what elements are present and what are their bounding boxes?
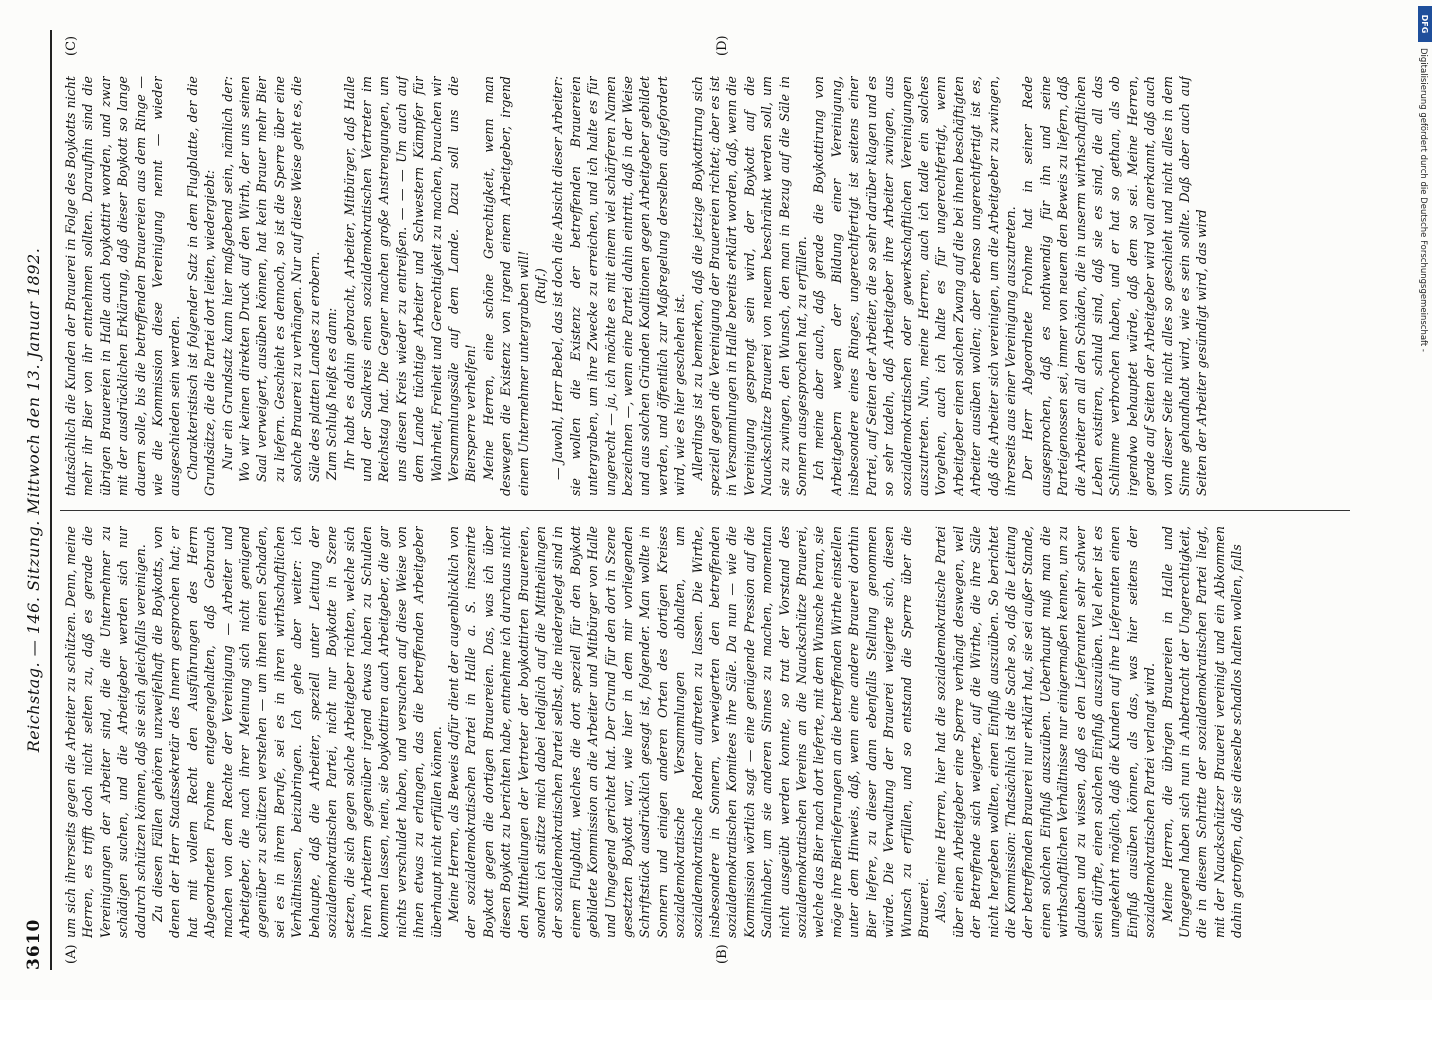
- paragraph: um sich ihrerseits gegen die Arbeiter zu schützen. Denn, meine Herren, es trifft doch nicht selten zu, daß es gerade die Vereinigungen der Arbeiter sind, die die Unternehmer zu schädigen suchen, und die Arbeitgeber werden sich nur dadurch schützen können, daß sie sich gleichfalls vereinigen.: [63, 526, 148, 938]
- paragraph: Der Herr Abgeordnete Frohme hat in seiner Rede ausgesprochen, daß es nothwendig für ihn und seine Parteigenossen sei, immer von neuem den Beweis zu liefern, daß die Arbeiter an all den Schäden, die in unserm wirthschaftlichen Leben existiren, schuld sind, daß sie es sind, die all das Schlimme verbrochen haben, und er hat so gethan, als ob irgendwo behauptet würde, daß dem so sei. Meine Herren, gerade auf Seiten der Arbeitgeber wird voll anerkannt, daß auch von dieser Seite nicht alles so geschieht und nicht alles in dem Sinne gehandhabt wird, wie es sein sollte. Daß aber auch auf Seiten der Arbeiter gesündigt wird, das wird: [1020, 76, 1210, 496]
- paragraph: thatsächlich die Kunden der Brauerei in Folge des Boykotts nicht mehr ihr Bier von ihr entnehmen sollten. Daraufhin sind die übrigen Brauereien in Halle auch boykottirt worden, und zwar mit der ausdrücklichen Erklärung, daß dieser Boykott so lange dauern solle, bis die betreffenden Brauereien aus dem Ringe — wie die Kommission diese Vereinigung nennt — wieder ausgeschieden sein werden.: [63, 76, 183, 496]
- interjection: (Ruf.): [532, 268, 548, 304]
- left-text-column: [62, 526, 1352, 938]
- margin-mark-d: (D): [715, 35, 730, 56]
- paragraph: Meine Herren, eine schöne Gerechtigkeit, wenn man deswegen die Existenz von irgend einem Arbeitgeber, irgend einem Unternehmer untergraben will!: [480, 76, 531, 496]
- quoted-paragraph: Nur ein Grundsatz kann hier maßgebend sein, nämlich der: Wo wir keinen direkten Druck auf den Wirth, der uns seinen Saal verweigert, ausüben können, hat kein Brauer mehr Bier zu liefern. Geschieht es dennoch, so ist die Sperre über eine solche Brauerei zu verhängen. Nur auf diese Weise geht es, die Säle des platten Landes zu erobern.: [219, 76, 322, 482]
- paragraph: Meine Herren, die übrigen Brauereien in Halle und Umgegend haben sich nun in Anbetracht der Ungerechtigkeit, die in diesem Schritte der sozialdemokratischen Partei liegt, mit der Nauckschützer Brauerei vereinigt und ein Abkommen dahin getroffen, daß sie dieselbe schadlos halten wollen, falls: [1159, 526, 1245, 938]
- credit-text: Digitalisierung gefördert durch die Deutsche Forschungsgemeinschaft -: [1418, 48, 1428, 352]
- right-text-column: [62, 76, 1352, 496]
- quoted-paragraph: Ihr habt es dahin gebracht, Arbeiter, Mitbürger, daß Halle und der Saalkreis einen sozialdemokratischen Vertreter im Reichstag hat. Die Gegner machen große Anstrengungen, um uns diesen Kreis wieder zu entreißen. — — — Um auch auf dem Lande tüchtige Arbeiter und Schwestern Kämpfer für Wahrheit, Freiheit und Gerechtigkeit zu machen, brauchen wir Versammlungssäle auf dem Lande. Dazu soll uns die Biersperre verhelfen!: [341, 76, 479, 482]
- digitization-credit: [1418, 8, 1432, 998]
- page-header: [22, 30, 52, 970]
- margin-mark-a: (A): [64, 944, 79, 964]
- margin-mark-c: (C): [64, 35, 79, 56]
- paragraph: Zum Schluß heißt es dann:: [324, 307, 340, 480]
- paragraph: — Jawohl, Herr Bebel, das ist doch die Absicht dieser Arbeiter: sie wollen die Existenz der betreffenden Brauereien untergraben, um ihre Zwecke zu erreichen, und ich halte es für ungerecht — ja, ich möchte es mit einem viel schärferen Namen bezeichnen —, wenn eine Partei dahin eintritt, daß in der Weise und aus solchen Gründen Koalitionen gegen Arbeitgeber gebildet werden, und öffentlich zur Maßregelung derselben aufgefordert wird, wie es hier geschehen ist.: [550, 76, 688, 496]
- margin-mark-b: (B): [715, 944, 730, 964]
- paragraph: Meine Herren, als Beweis dafür dient der augenblicklich von der sozialdemokratischen Partei in Halle a. S. inszenirte Boykott gegen die dortigen Brauereien. Das, was ich über diesen Boykott zu berichten habe, entnehme ich durchaus nicht den Mittheilungen der Vertreter der boykottirten Brauereien, sondern ich stütze mich dabei lediglich auf die Mittheilungen der sozialdemokratischen Partei selbst, die niedergelegt sind in einem Flugblatt, welches die dort speziell für den Boykott gebildete Kommission an die Arbeiter und Mitbürger von Halle und Umgegend gerichtet hat. Der Grund für den dort in Szene gesetzten Boykott war, wie hier in dem mir vorliegenden Schriftstück ausdrücklich gesagt ist, folgender. Man wollte in Sonnern und einigen anderen Orten des dortigen Kreises sozialdemokratische Versammlungen abhalten, um sozialdemokratische Redner auftreten zu lassen. Die Wirthe, insbesondere in Sonnern, verweigerten den betreffenden sozialdemokratischen Komitees ihre Säle. Da nun — wie die Kommission wörtlich sagt — eine genügende Pression auf die Saalinhaber, um sie anderen Sinnes zu machen, momentan nicht ausgeübt werden konnte, so trat der Vorstand des sozialdemokratischen Vereins an die Nauckschütze Brauerei, welche das Bier nach dort lieferte, mit dem Wunsche heran, sie möge ihre Bierlieferungen an die betreffenden Wirthe einstellen unter dem Hinweis, daß, wenn eine andere Brauerei dorthin Bier liefere, zu dieser dann ebenfalls Stellung genommen würde. Die Verwaltung der Brauerei weigerte sich, diesen Wunsch zu erfüllen, und so entstand die Sperre über die Brauerei.: [445, 526, 931, 938]
- dfg-logo-text: DFG: [1420, 14, 1429, 34]
- column-divider: [60, 510, 1350, 511]
- paragraph: Charakteristisch ist folgender Satz in dem Flugblatte, der die Grundsätze, die die Partei dort leiten, wiedergiebt:: [184, 76, 218, 496]
- paragraph: Ich meine aber auch, daß gerade die Boykottirung von Arbeitgebern wegen der Bildung einer Vereinigung, insbesondere eines Ringes, ungerechtfertigt ist seitens einer Partei, auf Seiten der Arbeiter, die so sehr darüber klagen und es so sehr tadeln, daß Arbeitgeber ihre Arbeiter zwingen, aus sozialdemokratischen oder gewerkschaftlichen Vereinigungen auszutreten. Nun, meine Herren, auch ich tadle ein solches Vorgehen, auch ich halte es für ungerechtfertigt, wenn Arbeitgeber einen solchen Zwang auf die bei ihnen beschäftigten Arbeiter ausüben wollen; aber ebenso ungerechtfertigt ist es, daß die Arbeiter sich vereinigen, um die Arbeitgeber zu zwingen, ihrerseits aus einer Vereinigung auszutreten.: [811, 76, 1018, 496]
- paragraph: Allerdings ist zu bemerken, daß die jetzige Boykottirung sich speziell gegen die Vereinigung der Brauereien richtet; aber es ist in Versammlungen in Halle bereits erklärt worden, daß, wenn die Vereinigung gesprengt sein wird, der Boykott auf die Nauckschütze Brauerei von neuem beschränkt werden soll, um sie zu zwingen, den Wunsch, den man in Bezug auf die Säle in Sonnern ausgesprochen hat, zu erfüllen.: [689, 76, 810, 496]
- page-number: 3610: [24, 918, 44, 970]
- paragraph: Zu diesen Fällen gehören unzweifelhaft die Boykotts, von denen der Herr Staatssekretär des Innern gesprochen hat; er hat mit vollem Recht den Ausführungen des Herrn Abgeordneten Frohme entgegengehalten, daß Gebrauch machen von dem Rechte der Vereinigung — Arbeiter und Arbeitgeber, die nach ihrer Meinung sich nicht genügend gegenüber zu schützen verstehen — um ihnen einen Schaden, sei es in ihrem Berufe, sei es in ihren wirthschaftlichen Verhältnissen, beizubringen. Ich gehe aber weiter: ich behaupte, daß die Arbeiter, speziell unter Leitung der sozialdemokratischen Partei, nicht nur Boykotte in Szene setzen, die sich gegen solche Arbeitgeber richten, welche sich ihren Arbeitern gegenüber irgend etwas haben zu Schulden kommen lassen, nein, sie boykottiren auch Arbeitgeber, die gar nichts verschuldet haben, und versuchen auf diese Weise von ihnen etwas zu erlangen, das die betreffenden Arbeitgeber überhaupt nicht erfüllen können.: [150, 526, 444, 938]
- paragraph: Also, meine Herren, hier hat die sozialdemokratische Partei über einen Arbeitgeber eine Sperre verhängt deswegen, weil der Betreffende sich weigerte, auf die Wirthe, die ihre Säle nicht hergeben wollten, einen Einfluß auszuüben. So berichtet die Kommission: Thatsächlich ist die Sache so, daß die Leitung der betreffenden Brauerei nur erklärt hat, sie sei außer Stande, einen solchen Einfluß auszuüben. Ueberhaupt muß man die wirthschaftlichen Verhältnisse nur einigermaßen kennen, um zu glauben und zu wissen, daß es den Lieferanten sehr schwer sein dürfte, einen solchen Einfluß auszuüben. Viel eher ist es umgekehrt möglich, daß die Kunden auf ihre Lieferanten einen Einfluß ausüben können, als das, was hier seitens der sozialdemokratischen Partei verlangt wird.: [933, 526, 1158, 938]
- running-title: Reichstag. — 146. Sitzung. Mittwoch den 13. Januar 1892.: [24, 247, 43, 753]
